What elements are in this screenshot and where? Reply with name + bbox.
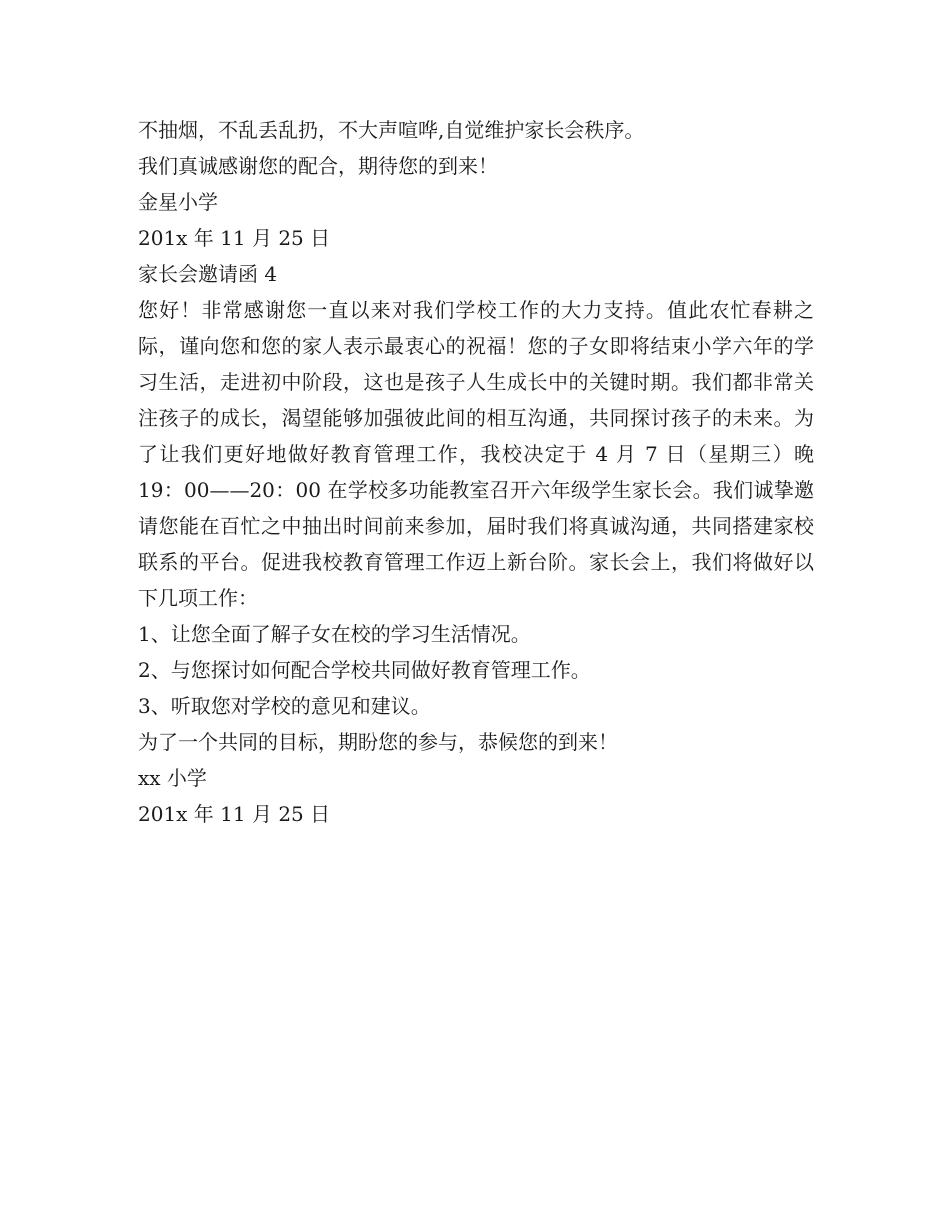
school-signature: xx 小学 <box>138 766 207 790</box>
rules-line: 不抽烟，不乱丢乱扔，不大声喧哗,自觉维护家长会秩序。 <box>138 118 645 142</box>
thanks-line: 我们真诚感谢您的配合，期待您的到来！ <box>138 154 498 178</box>
letter-date: 201x 年 11 月 25 日 <box>138 226 331 250</box>
closing-line: 为了一个共同的目标，期盼您的参与，恭候您的到来！ <box>138 730 618 754</box>
letter-date: 201x 年 11 月 25 日 <box>138 802 331 826</box>
list-item: 2、与您探讨如何配合学校共同做好教育管理工作。 <box>138 658 591 682</box>
document-body <box>138 112 814 832</box>
letter-heading: 家长会邀请函 4 <box>138 262 278 286</box>
list-item: 3、听取您对学校的意见和建议。 <box>138 694 431 718</box>
school-signature: 金星小学 <box>138 190 218 214</box>
list-item: 1、让您全面了解子女在校的学习生活情况。 <box>138 622 531 646</box>
letter-body-paragraph: 您好！非常感谢您一直以来对我们学校工作的大力支持。值此农忙春耕之际，谨向您和您的家人表示最衷心的祝福！您的子女即将结束小学六年的学习生活，走进初中阶段，这也是孩子人生成长中的关键时期。我们都非常关注孩子的成长，渴望能够加强彼此间的相互沟通，共同探讨孩子的未来。为了让我们更好地做好教育管理工作，我校决定于 4 月 7 日（星期三）晚 19：00——20：00 在学校多功能教室召开六年级学生家长会。我们诚挚邀请您能在百忙之中抽出时间前来参加，届时我们将真诚沟通，共同搭建家校联系的平台。促进我校教育管理工作迈上新台阶。家长会上，我们将做好以下几项工作： <box>138 298 814 610</box>
